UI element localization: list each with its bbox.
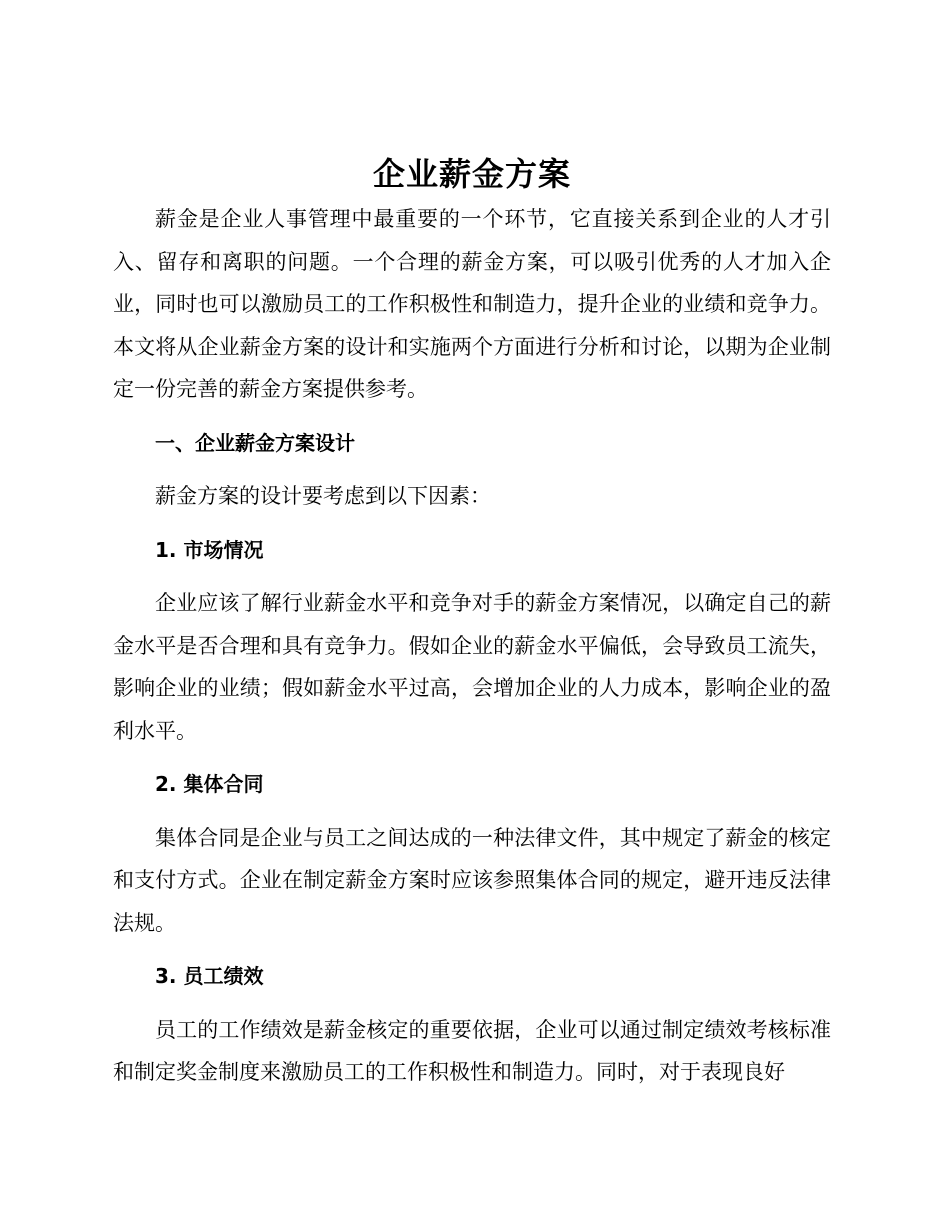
paragraph-collective-contract: 集体合同是企业与员工之间达成的一种法律文件，其中规定了薪金的核定和支付方式。企业在制定薪金方案时应该参照集体合同的规定，避开违反法律法规。 [113, 825, 831, 935]
subheading-performance: 3. 员工绩效 [155, 964, 264, 988]
intro-paragraph: 薪金是企业人事管理中最重要的一个环节，它直接关系到企业的人才引入、留存和离职的问题。一个合理的薪金方案，可以吸引优秀的人才加入企业，同时也可以激励员工的工作积极性和制造力，提升企业的业绩和竞争力。本文将从企业薪金方案的设计和实施两个方面进行分析和讨论，以期为企业制定一份完善的薪金方案提供参考。 [113, 207, 831, 401]
document-title: 企业薪金方案 [372, 155, 571, 193]
subheading-collective-contract: 2. 集体合同 [155, 772, 264, 796]
paragraph-market: 企业应该了解行业薪金水平和竞争对手的薪金方案情况，以确定自己的薪金水平是否合理和具有竞争力。假如企业的薪金水平偏低，会导致员工流失，影响企业的业绩；假如薪金水平过高，会增加企业的人力成本，影响企业的盈利水平。 [113, 591, 831, 743]
subheading-market: 1. 市场情况 [155, 537, 264, 562]
section-lead-paragraph: 薪金方案的设计要考虑到以下因素： [155, 484, 491, 508]
section-heading: 一、企业薪金方案设计 [155, 430, 355, 455]
document-body [113, 150, 831, 1094]
paragraph-performance: 员工的工作绩效是薪金核定的重要依据，企业可以通过制定绩效考核标准和制定奖金制度来激励员工的工作积极性和制造力。同时，对于表现良好 [113, 1017, 831, 1084]
